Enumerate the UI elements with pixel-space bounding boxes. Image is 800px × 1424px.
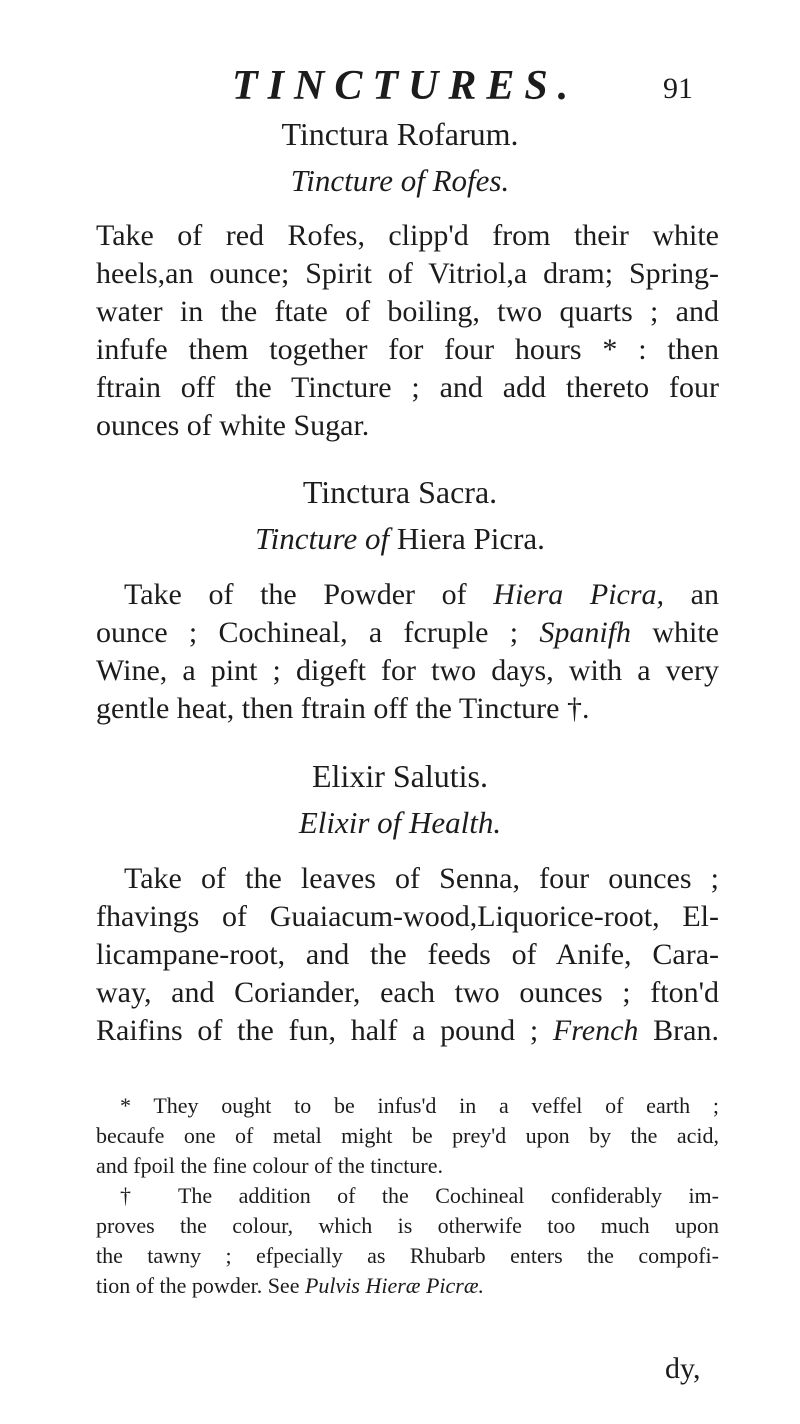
running-title: TINCTURES.	[232, 63, 579, 109]
recipe-line: ounce ; Cochineal, a fcruple ; Spanifh white	[96, 616, 719, 649]
recipe-line: ftrain off the Tincture ; and add thereto four	[96, 371, 719, 404]
recipe-subtitle	[0, 521, 800, 557]
footnote-line: becaufe one of metal might be prey'd upon by the acid,	[96, 1123, 719, 1148]
recipe-line: Take of the Powder of Hiera Picra, an	[124, 578, 719, 611]
recipe-subtitle-roman: Hiera Picra.	[396, 521, 545, 556]
running-head	[0, 62, 800, 112]
footnote-line: tion of the powder. See Pulvis Hieræ Picræ.	[96, 1273, 485, 1298]
footnote-line: * They ought to be infus'd in a veffel of earth ;	[120, 1093, 719, 1118]
recipe-line: way, and Coriander, each two ounces ; fton'd	[96, 976, 719, 1009]
recipe-line: heels,an ounce; Spirit of Vitriol,a dram; Spring-	[96, 257, 719, 290]
recipe-line: Take of red Rofes, clipp'd from their white	[96, 219, 719, 252]
recipe-line: licampane-root, and the feeds of Anife, Cara-	[96, 938, 719, 971]
recipe-line: gentle heat, then ftrain off the Tincture †.	[96, 692, 590, 725]
recipe-line: Raifins of the fun, half a pound ; French Bran.	[96, 1014, 719, 1047]
footnote-line: † The addition of the Cochineal confiderably im-	[120, 1183, 719, 1208]
recipe-subtitle-italic: Tincture of	[255, 521, 390, 556]
recipe-title: Tinctura Rofarum.	[281, 116, 519, 152]
recipe-title: Tinctura Sacra.	[302, 474, 498, 510]
page-number: 91	[663, 72, 693, 105]
catchword: dy,	[665, 1352, 701, 1385]
recipe-subtitle: Elixir of Health.	[298, 805, 502, 840]
recipe-line: Wine, a pint ; digeft for two days, with a very	[96, 654, 719, 687]
footnote-line: proves the colour, which is otherwife too much upon	[96, 1213, 719, 1238]
footnote-line: the tawny ; efpecially as Rhubarb enters the compofi-	[96, 1243, 719, 1268]
recipe-line: fhavings of Guaiacum-wood,Liquorice-root, El-	[96, 900, 719, 933]
recipe-line: Take of the leaves of Senna, four ounces ;	[124, 862, 719, 895]
recipe-line: ounces of white Sugar.	[96, 409, 370, 442]
recipe-line: infufe them together for four hours * : then	[96, 333, 719, 366]
recipe-line: water in the ftate of boiling, two quarts ; and	[96, 295, 719, 328]
recipe-subtitle: Tincture of Rofes.	[290, 163, 510, 198]
recipe-title: Elixir Salutis.	[312, 758, 488, 794]
footnote-line: and fpoil the fine colour of the tincture.	[96, 1153, 443, 1178]
